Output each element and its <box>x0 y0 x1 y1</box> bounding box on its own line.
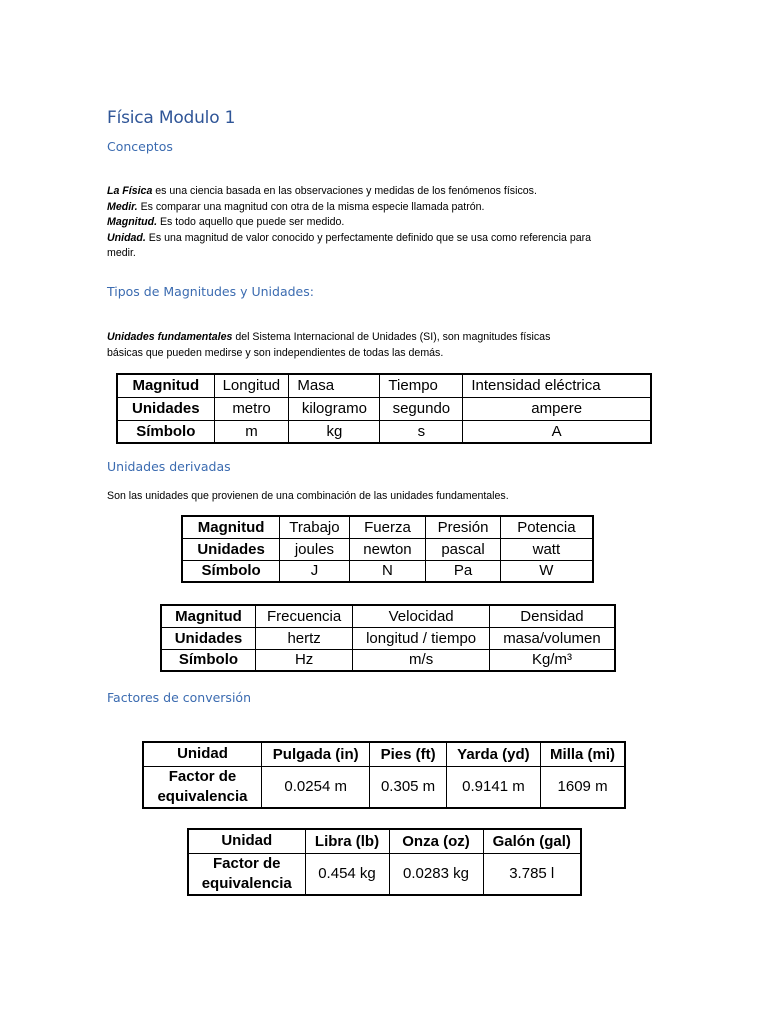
table-row <box>117 397 651 420</box>
section-heading-factores: Factores de conversión <box>107 690 251 705</box>
derived-units-table-1 <box>181 515 594 583</box>
table-cell: 3.785 l <box>483 853 581 895</box>
table-cell: Trabajo <box>280 516 350 538</box>
row-header-cell: Símbolo <box>117 420 214 443</box>
derivadas-paragraph <box>107 489 607 505</box>
table-cell: Densidad <box>489 605 615 627</box>
table-cell: metro <box>214 397 289 420</box>
table-row <box>143 742 625 766</box>
derivadas-text: Son las unidades que provienen de una combinación de las unidades fundamentales. <box>107 490 509 502</box>
row-header-cell: Magnitud <box>182 516 280 538</box>
table-cell: Milla (mi) <box>541 742 625 766</box>
table-cell: Frecuencia <box>255 605 352 627</box>
conversion-length-table <box>142 741 626 809</box>
table-cell: pascal <box>426 538 501 560</box>
table-row <box>182 560 593 582</box>
table-cell: segundo <box>380 397 463 420</box>
table-row <box>161 627 615 649</box>
row-header-cell: Magnitud <box>117 374 214 397</box>
derived-units-table-2 <box>160 604 616 672</box>
table-cell: 0.9141 m <box>446 766 540 808</box>
table-cell: s <box>380 420 463 443</box>
conversion-mass-volume-table <box>187 828 582 896</box>
table-cell: Masa <box>289 374 380 397</box>
table-cell: Pulgada (in) <box>261 742 369 766</box>
fundamentales-text: del Sistema Internacional de Unidades (SI), son magnitudes físicas básicas que pueden medirse y son independientes de todas las demás. <box>107 331 551 359</box>
table-cell: Presión <box>426 516 501 538</box>
concept-line <box>107 215 607 231</box>
concept-text: Es comparar una magnitud con otra de la misma especie llamada patrón. <box>137 200 485 213</box>
concept-term: Unidad. <box>107 231 146 244</box>
table-cell: Pies (ft) <box>370 742 446 766</box>
concept-line <box>107 200 607 216</box>
row-header-cell: Unidad <box>188 829 305 853</box>
row-header-cell: Símbolo <box>161 649 255 671</box>
table-cell: 0.454 kg <box>305 853 389 895</box>
row-header-cell: Unidad <box>143 742 261 766</box>
table-cell: 0.0254 m <box>261 766 369 808</box>
table-cell: 1609 m <box>541 766 625 808</box>
table-cell: Onza (oz) <box>389 829 483 853</box>
fundamental-units-table <box>116 373 652 444</box>
table-cell: kilogramo <box>289 397 380 420</box>
table-cell: m/s <box>353 649 490 671</box>
table-cell: Tiempo <box>380 374 463 397</box>
table-cell: longitud / tiempo <box>353 627 490 649</box>
table-row <box>188 853 581 895</box>
section-heading-conceptos: Conceptos <box>107 139 173 154</box>
table-cell: Kg/m³ <box>489 649 615 671</box>
table-cell: masa/volumen <box>489 627 615 649</box>
table-cell: Libra (lb) <box>305 829 389 853</box>
row-header-cell: Símbolo <box>182 560 280 582</box>
table-cell: W <box>500 560 593 582</box>
table-cell: Longitud <box>214 374 289 397</box>
section-heading-tipos: Tipos de Magnitudes y Unidades: <box>107 284 314 299</box>
table-cell: hertz <box>255 627 352 649</box>
table-cell: newton <box>349 538 426 560</box>
table-cell: kg <box>289 420 380 443</box>
concept-text: Es todo aquello que puede ser medido. <box>157 216 345 229</box>
table-cell: Fuerza <box>349 516 426 538</box>
table-cell: N <box>349 560 426 582</box>
table-row <box>182 516 593 538</box>
table-cell: Potencia <box>500 516 593 538</box>
table-row <box>182 538 593 560</box>
table-cell: Velocidad <box>353 605 490 627</box>
concept-text: es una ciencia basada en las observaciones y medidas de los fenómenos físicos. <box>152 185 537 197</box>
section-heading-derivadas: Unidades derivadas <box>107 459 231 474</box>
table-cell: Galón (gal) <box>483 829 581 853</box>
row-header-cell: Unidades <box>182 538 280 560</box>
table-row <box>161 649 615 671</box>
table-cell: 0.305 m <box>370 766 446 808</box>
concept-text: Es una magnitud de valor conocido y perfectamente definido que se usa como referencia para medir. <box>107 231 592 260</box>
table-cell: joules <box>280 538 350 560</box>
table-row <box>117 420 651 443</box>
table-cell: watt <box>500 538 593 560</box>
concept-term: Magnitud. <box>107 216 158 229</box>
row-header-cell: Unidades <box>161 627 255 649</box>
concept-line <box>107 184 607 200</box>
table-cell: Hz <box>255 649 352 671</box>
table-row <box>161 605 615 627</box>
concept-term: Medir. <box>107 200 138 213</box>
table-cell: m <box>214 420 289 443</box>
table-cell: ampere <box>463 397 651 420</box>
row-header-cell: Factor de equivalencia <box>188 853 305 895</box>
fundamentales-paragraph <box>107 330 587 361</box>
table-row <box>188 829 581 853</box>
row-header-cell: Factor de equivalencia <box>143 766 261 808</box>
table-cell: Pa <box>426 560 501 582</box>
table-cell: 0.0283 kg <box>389 853 483 895</box>
concept-line <box>107 231 607 262</box>
row-header-cell: Magnitud <box>161 605 255 627</box>
page-title: Física Modulo 1 <box>107 108 236 128</box>
row-header-cell: Unidades <box>117 397 214 420</box>
fundamentales-term: Unidades fundamentales <box>107 331 233 343</box>
table-cell: A <box>463 420 651 443</box>
table-cell: Intensidad eléctrica <box>463 374 651 397</box>
table-row <box>117 374 651 397</box>
conceptos-paragraph <box>107 184 607 262</box>
table-row <box>143 766 625 808</box>
concept-term: La Física <box>107 185 153 197</box>
table-cell: Yarda (yd) <box>446 742 540 766</box>
table-cell: J <box>280 560 350 582</box>
